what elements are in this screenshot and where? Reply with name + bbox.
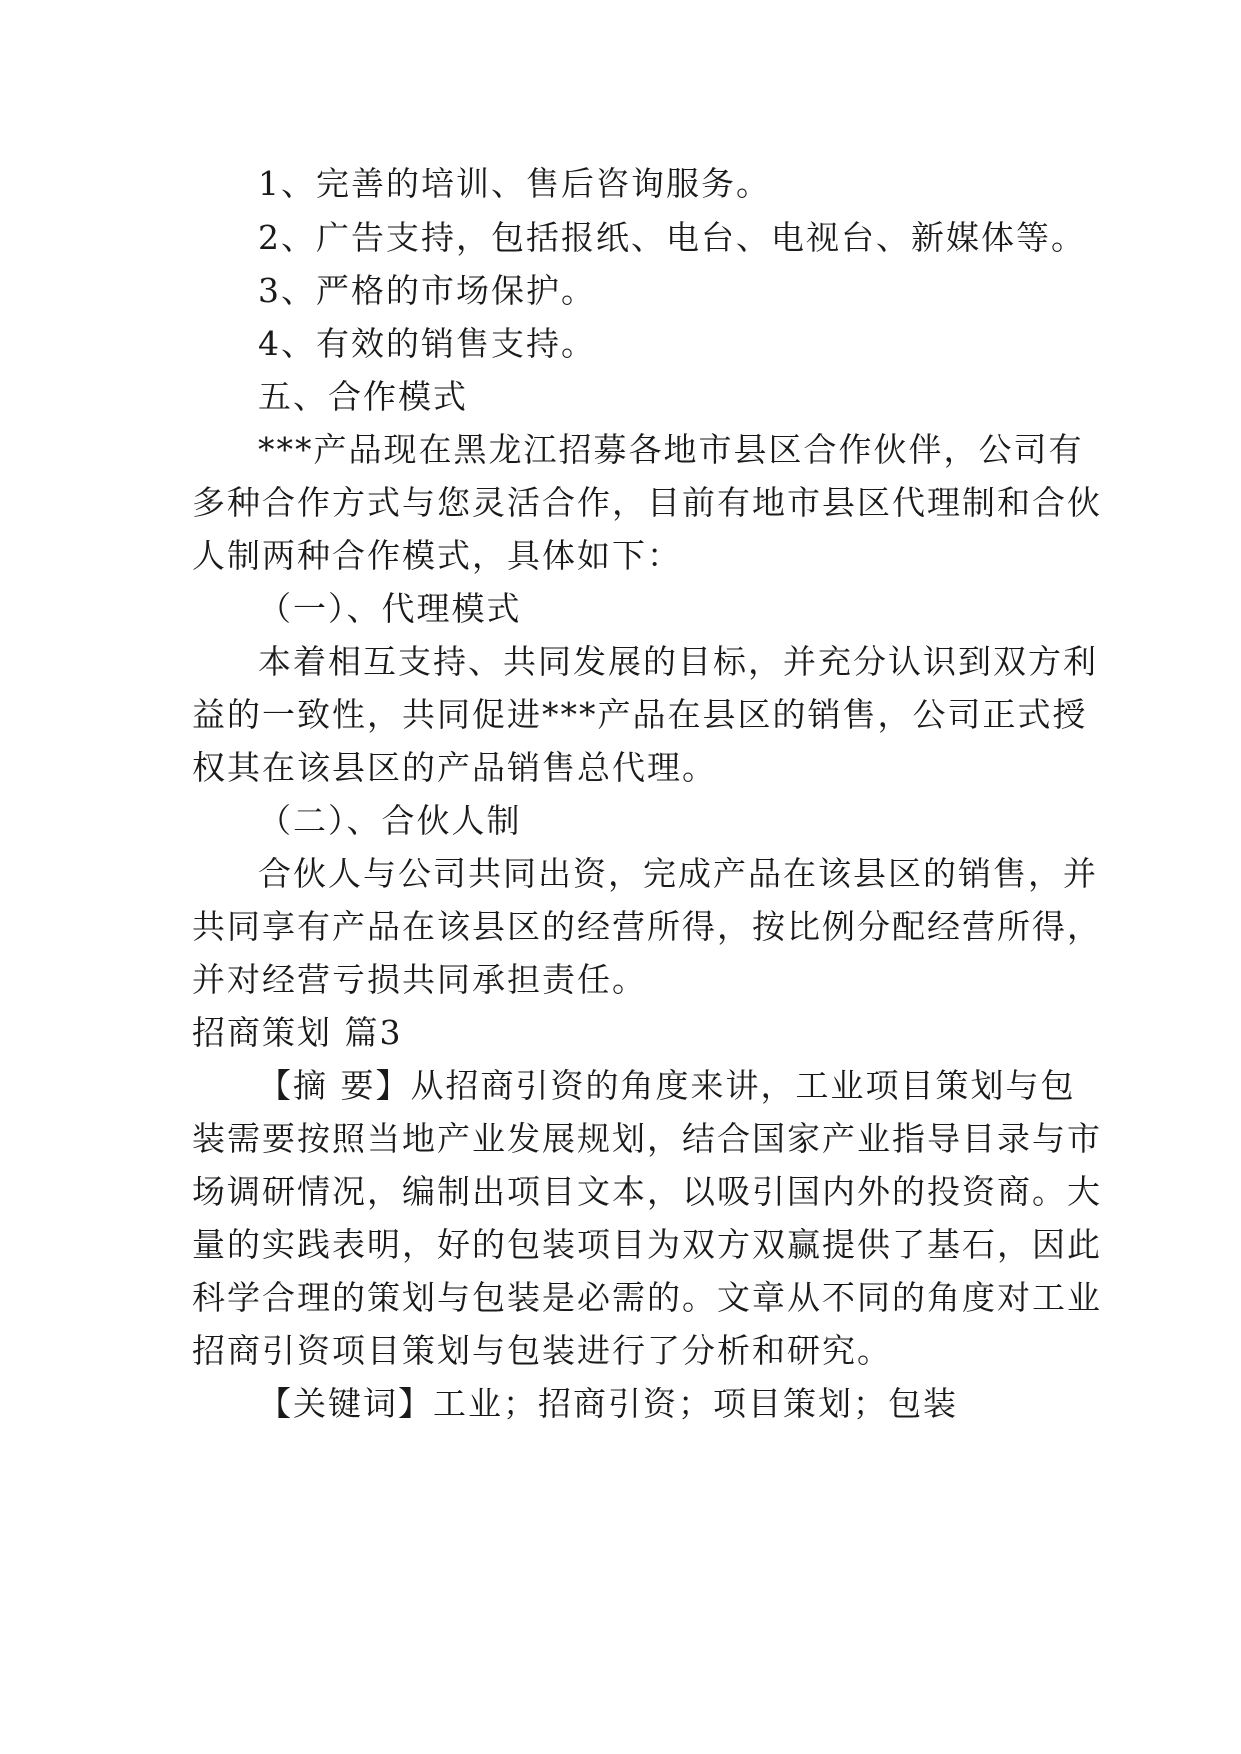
list-item: 1、完善的培训、售后咨询服务。 [258,164,771,203]
abstract-line: 科学合理的策划与包装是必需的。文章从不同的角度对工业 [192,1278,1102,1317]
list-item: 4、有效的销售支持。 [258,324,596,363]
paragraph-line: 益的一致性，共同促进***产品在县区的销售，公司正式授 [192,695,1088,734]
paragraph-line: 合伙人与公司共同出资，完成产品在该县区的销售，并 [258,854,1098,893]
list-item: 3、严格的市场保护。 [258,271,596,310]
abstract-line: 招商引资项目策划与包装进行了分析和研究。 [192,1331,892,1370]
abstract-line: 量的实践表明，好的包装项目为双方双赢提供了基石，因此 [192,1225,1102,1264]
keywords-line: 【关键词】工业；招商引资；项目策划；包装 [258,1384,958,1423]
article-title: 招商策划 篇3 [192,1013,403,1052]
list-item: 2、广告支持，包括报纸、电台、电视台、新媒体等。 [258,218,1086,257]
paragraph-line: 本着相互支持、共同发展的目标，并充分认识到双方利 [258,642,1098,681]
paragraph-line: ***产品现在黑龙江招募各地市县区合作伙伴，公司有 [258,430,1084,469]
paragraph-line: 人制两种合作模式，具体如下： [192,536,682,575]
paragraph-line: 共同享有产品在该县区的经营所得，按比例分配经营所得， [192,907,1102,946]
abstract-line: 装需要按照当地产业发展规划，结合国家产业指导目录与市 [192,1119,1102,1158]
subsection-heading: （一）、代理模式 [258,589,522,628]
paragraph-line: 多种合作方式与您灵活合作，目前有地市县区代理制和合伙 [192,483,1102,522]
paragraph-line: 并对经营亏损共同承担责任。 [192,960,647,999]
abstract-line: 【摘 要】从招商引资的角度来讲，工业项目策划与包 [258,1066,1076,1105]
paragraph-line: 权其在该县区的产品销售总代理。 [192,748,717,787]
subsection-heading: （二）、合伙人制 [258,801,522,840]
abstract-line: 场调研情况，编制出项目文本，以吸引国内外的投资商。大 [192,1172,1102,1211]
section-heading: 五、合作模式 [258,377,468,416]
